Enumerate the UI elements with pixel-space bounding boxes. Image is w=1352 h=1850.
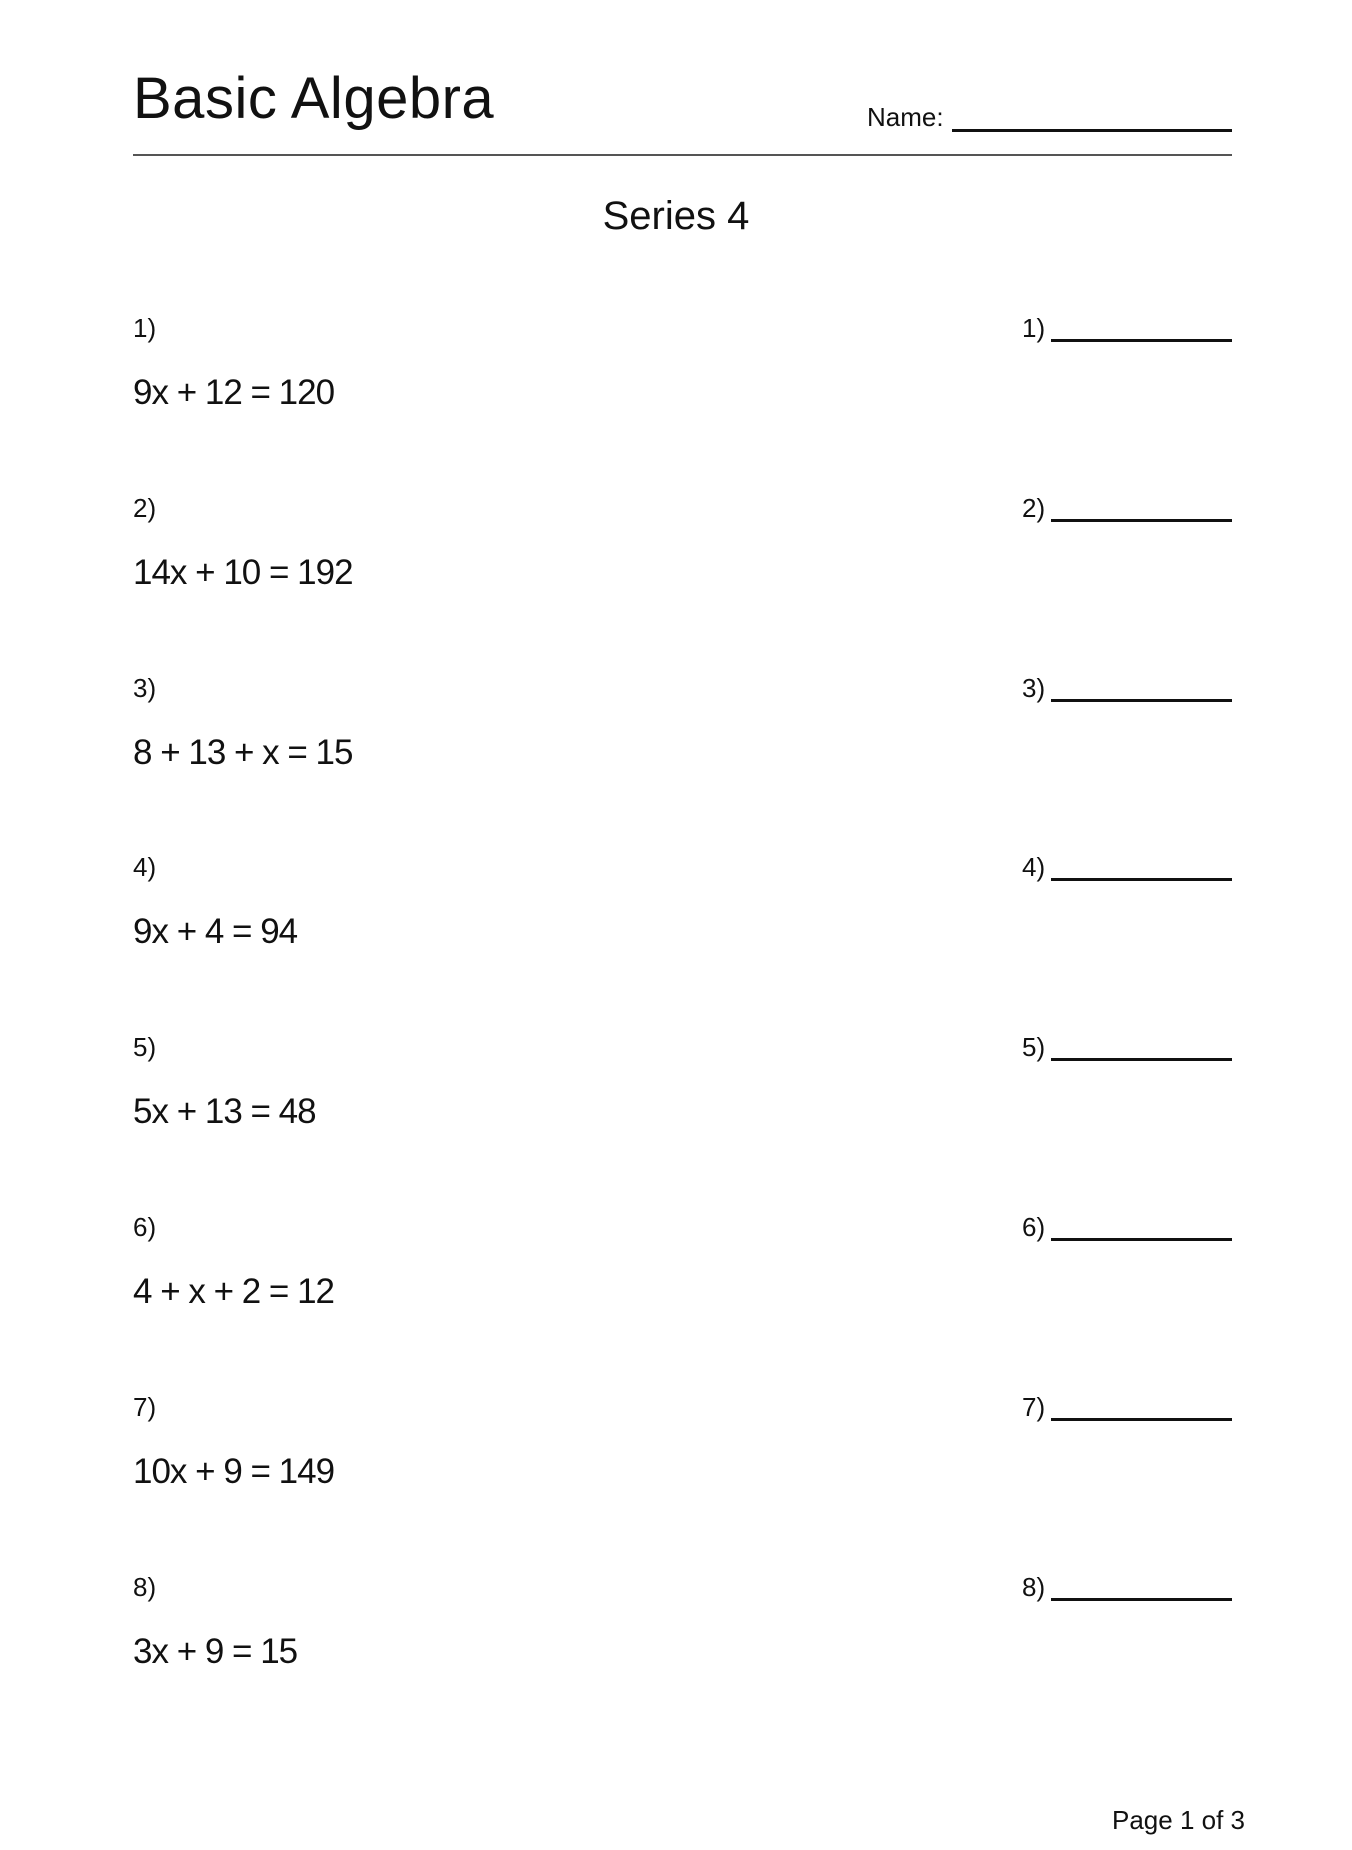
problem-8 [0, 1571, 1352, 1741]
answer-blank-line[interactable] [1051, 1036, 1232, 1061]
answer-blank-line[interactable] [1051, 1216, 1232, 1241]
problem-number: 2) [133, 493, 157, 523]
answer-label: 7) [1022, 1392, 1046, 1422]
problem-3 [0, 672, 1352, 842]
problem-number: 6) [133, 1212, 157, 1242]
problem-7 [0, 1391, 1352, 1561]
name-blank-line[interactable] [952, 103, 1232, 132]
answer-field[interactable] [1022, 1391, 1232, 1423]
problem-1 [0, 312, 1352, 482]
problem-number: 8) [133, 1572, 157, 1602]
name-label: Name: [867, 102, 944, 132]
problem-equation: 3x + 9 = 15 [133, 1632, 298, 1671]
problem-number: 4) [133, 852, 157, 882]
problem-equation: 4 + x + 2 = 12 [133, 1272, 335, 1311]
answer-blank-line[interactable] [1051, 1576, 1232, 1601]
answer-blank-line[interactable] [1051, 497, 1232, 522]
answer-field[interactable] [1022, 312, 1232, 344]
answer-label: 8) [1022, 1572, 1046, 1602]
answer-label: 1) [1022, 313, 1046, 343]
answer-field[interactable] [1022, 492, 1232, 524]
page-title: Basic Algebra [133, 66, 495, 131]
answer-field[interactable] [1022, 672, 1232, 704]
answer-blank-line[interactable] [1051, 856, 1232, 881]
problem-equation: 9x + 4 = 94 [133, 912, 298, 951]
problem-6 [0, 1211, 1352, 1381]
series-title: Series 4 [602, 194, 750, 238]
problem-equation: 5x + 13 = 48 [133, 1092, 316, 1131]
page-number: Page 1 of 3 [1112, 1805, 1245, 1835]
header-divider [133, 154, 1232, 156]
problem-equation: 10x + 9 = 149 [133, 1452, 335, 1491]
answer-blank-line[interactable] [1051, 317, 1232, 342]
answer-blank-line[interactable] [1051, 677, 1232, 702]
answer-field[interactable] [1022, 1571, 1232, 1603]
problem-2 [0, 492, 1352, 662]
problem-5 [0, 1031, 1352, 1201]
problem-number: 1) [133, 313, 157, 343]
answer-label: 5) [1022, 1032, 1046, 1062]
problem-equation: 9x + 12 = 120 [133, 373, 335, 412]
answer-blank-line[interactable] [1051, 1396, 1232, 1421]
answer-label: 6) [1022, 1212, 1046, 1242]
answer-label: 2) [1022, 493, 1046, 523]
problem-number: 5) [133, 1032, 157, 1062]
answer-label: 4) [1022, 852, 1046, 882]
problem-4 [0, 851, 1352, 1021]
problem-number: 7) [133, 1392, 157, 1422]
answer-field[interactable] [1022, 1211, 1232, 1243]
name-field[interactable] [867, 98, 1232, 132]
problem-equation: 14x + 10 = 192 [133, 553, 353, 592]
answer-field[interactable] [1022, 851, 1232, 883]
answer-field[interactable] [1022, 1031, 1232, 1063]
answer-label: 3) [1022, 673, 1046, 703]
problem-equation: 8 + 13 + x = 15 [133, 733, 353, 772]
problem-number: 3) [133, 673, 157, 703]
